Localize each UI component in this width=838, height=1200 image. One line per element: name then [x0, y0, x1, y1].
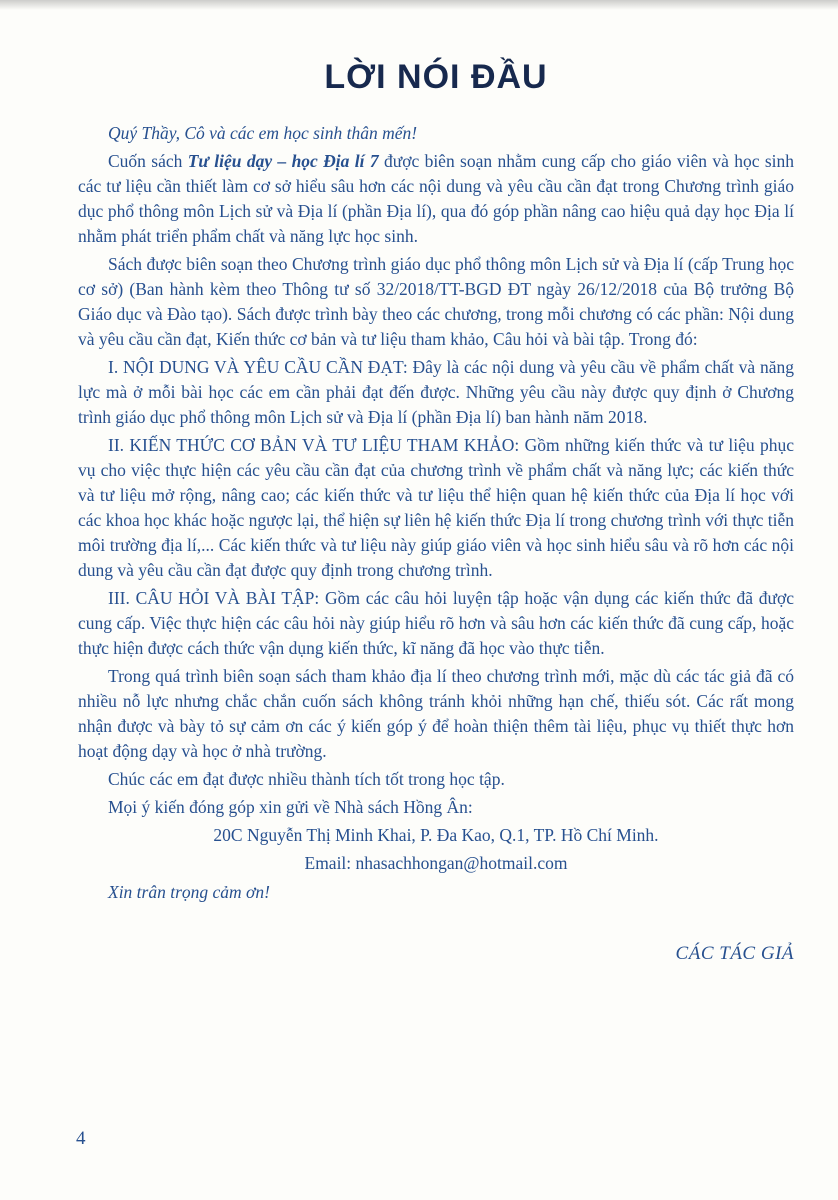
- paragraph-feedback: Mọi ý kiến đóng góp xin gửi về Nhà sách Hồng Ân:: [108, 797, 473, 817]
- publisher-email: Email: nhasachhongan@hotmail.com: [304, 853, 568, 873]
- section-1-paragraph: I. NỘI DUNG VÀ YÊU CẦU CẦN ĐẠT: Đây là các nội dung và yêu cầu về phẩm chất và năng lực mà ở mỗi bài học các em cần phải đạt đến được. Những yêu cầu này được quy định ở Chương trình giáo dục phổ thông môn Lịch sử và Địa lí (phần Địa lí) ban hành năm 2018.: [78, 357, 794, 427]
- section-2-paragraph: II. KIẾN THỨC CƠ BẢN VÀ TƯ LIỆU THAM KHẢO: Gồm những kiến thức và tư liệu phục vụ cho việc thực hiện các yêu cầu cần đạt của chương trình về phẩm chất và năng lực; các kiến thức và tư liệu mở rộng, nâng cao; các kiến thức và tư liệu thể hiện quan hệ kiến thức của Địa lí học với các khoa học khác hoặc ngược lại, thể hiện sự liên hệ kiến thức Địa lí trong chương trình với thực tiễn môi trường địa lí,... Các kiến thức và tư liệu này giúp giáo viên và học sinh hiểu sâu và rõ hơn các nội dung và yêu cầu cần đạt được quy định trong chương trình.: [78, 435, 794, 580]
- intro-rest: được biên soạn nhằm cung cấp cho giáo viên và học sinh các tư liệu cần thiết làm cơ sở hiểu sâu hơn các nội dung và yêu cầu cần đạt trong Chương trình giáo dục phổ thông môn Lịch sử và Địa lí (phần Địa lí), qua đó góp phần nâng cao hiệu quả dạy học Địa lí nhằm phát triển phẩm chất và năng lực học sinh.: [78, 151, 794, 246]
- page-title: LỜI NÓI ĐẦU: [324, 58, 548, 96]
- page-number: 4: [76, 1128, 86, 1149]
- authors-signature: CÁC TÁC GIẢ: [675, 943, 794, 964]
- paragraph-structure: Sách được biên soạn theo Chương trình giáo dục phổ thông môn Lịch sử và Địa lí (cấp Trung học cơ sở) (Ban hành kèm theo Thông tư số 32/2018/TT-BGD ĐT ngày 26/12/2018 của Bộ trưởng Bộ Giáo dục và Đào tạo). Sách được trình bày theo các chương, trong mỗi chương có các phần: Nội dung và yêu cầu cần đạt, Kiến thức cơ bản và tư liệu tham khảo, Câu hỏi và bài tập. Trong đó:: [78, 254, 794, 349]
- paragraph-salutation: Quý Thầy, Cô và các em học sinh thân mến!: [108, 123, 418, 143]
- paragraph-wish: Chúc các em đạt được nhiều thành tích tốt trong học tập.: [108, 769, 505, 789]
- book-title: Tư liệu dạy – học Địa lí 7: [187, 151, 379, 171]
- publisher-address: 20C Nguyễn Thị Minh Khai, P. Đa Kao, Q.1, TP. Hồ Chí Minh.: [213, 825, 659, 845]
- paragraph-apology: Trong quá trình biên soạn sách tham khảo địa lí theo chương trình mới, mặc dù các tác giả đã có nhiều nỗ lực nhưng chắc chắn cuốn sách không tránh khỏi những hạn chế, thiếu sót. Các rất mong nhận được và bày tỏ sự cảm ơn các ý kiến góp ý để hoàn thiện thêm tài liệu, phục vụ thiết thực hơn hoạt động dạy và học ở nhà trường.: [78, 666, 794, 761]
- paragraph-intro: [78, 149, 794, 249]
- intro-lead: Cuốn sách: [108, 151, 188, 171]
- section-3-paragraph: III. CÂU HỎI VÀ BÀI TẬP: Gồm các câu hỏi luyện tập hoặc vận dụng các kiến thức đã được cung cấp. Việc thực hiện các câu hỏi này giúp hiểu rõ hơn và sâu hơn các kiến thức đã cung cấp, hoặc thực hiện được cách thức vận dụng kiến thức, kĩ năng đã học vào thực tiễn.: [78, 588, 794, 658]
- paragraph-thanks: Xin trân trọng cảm ơn!: [108, 882, 270, 902]
